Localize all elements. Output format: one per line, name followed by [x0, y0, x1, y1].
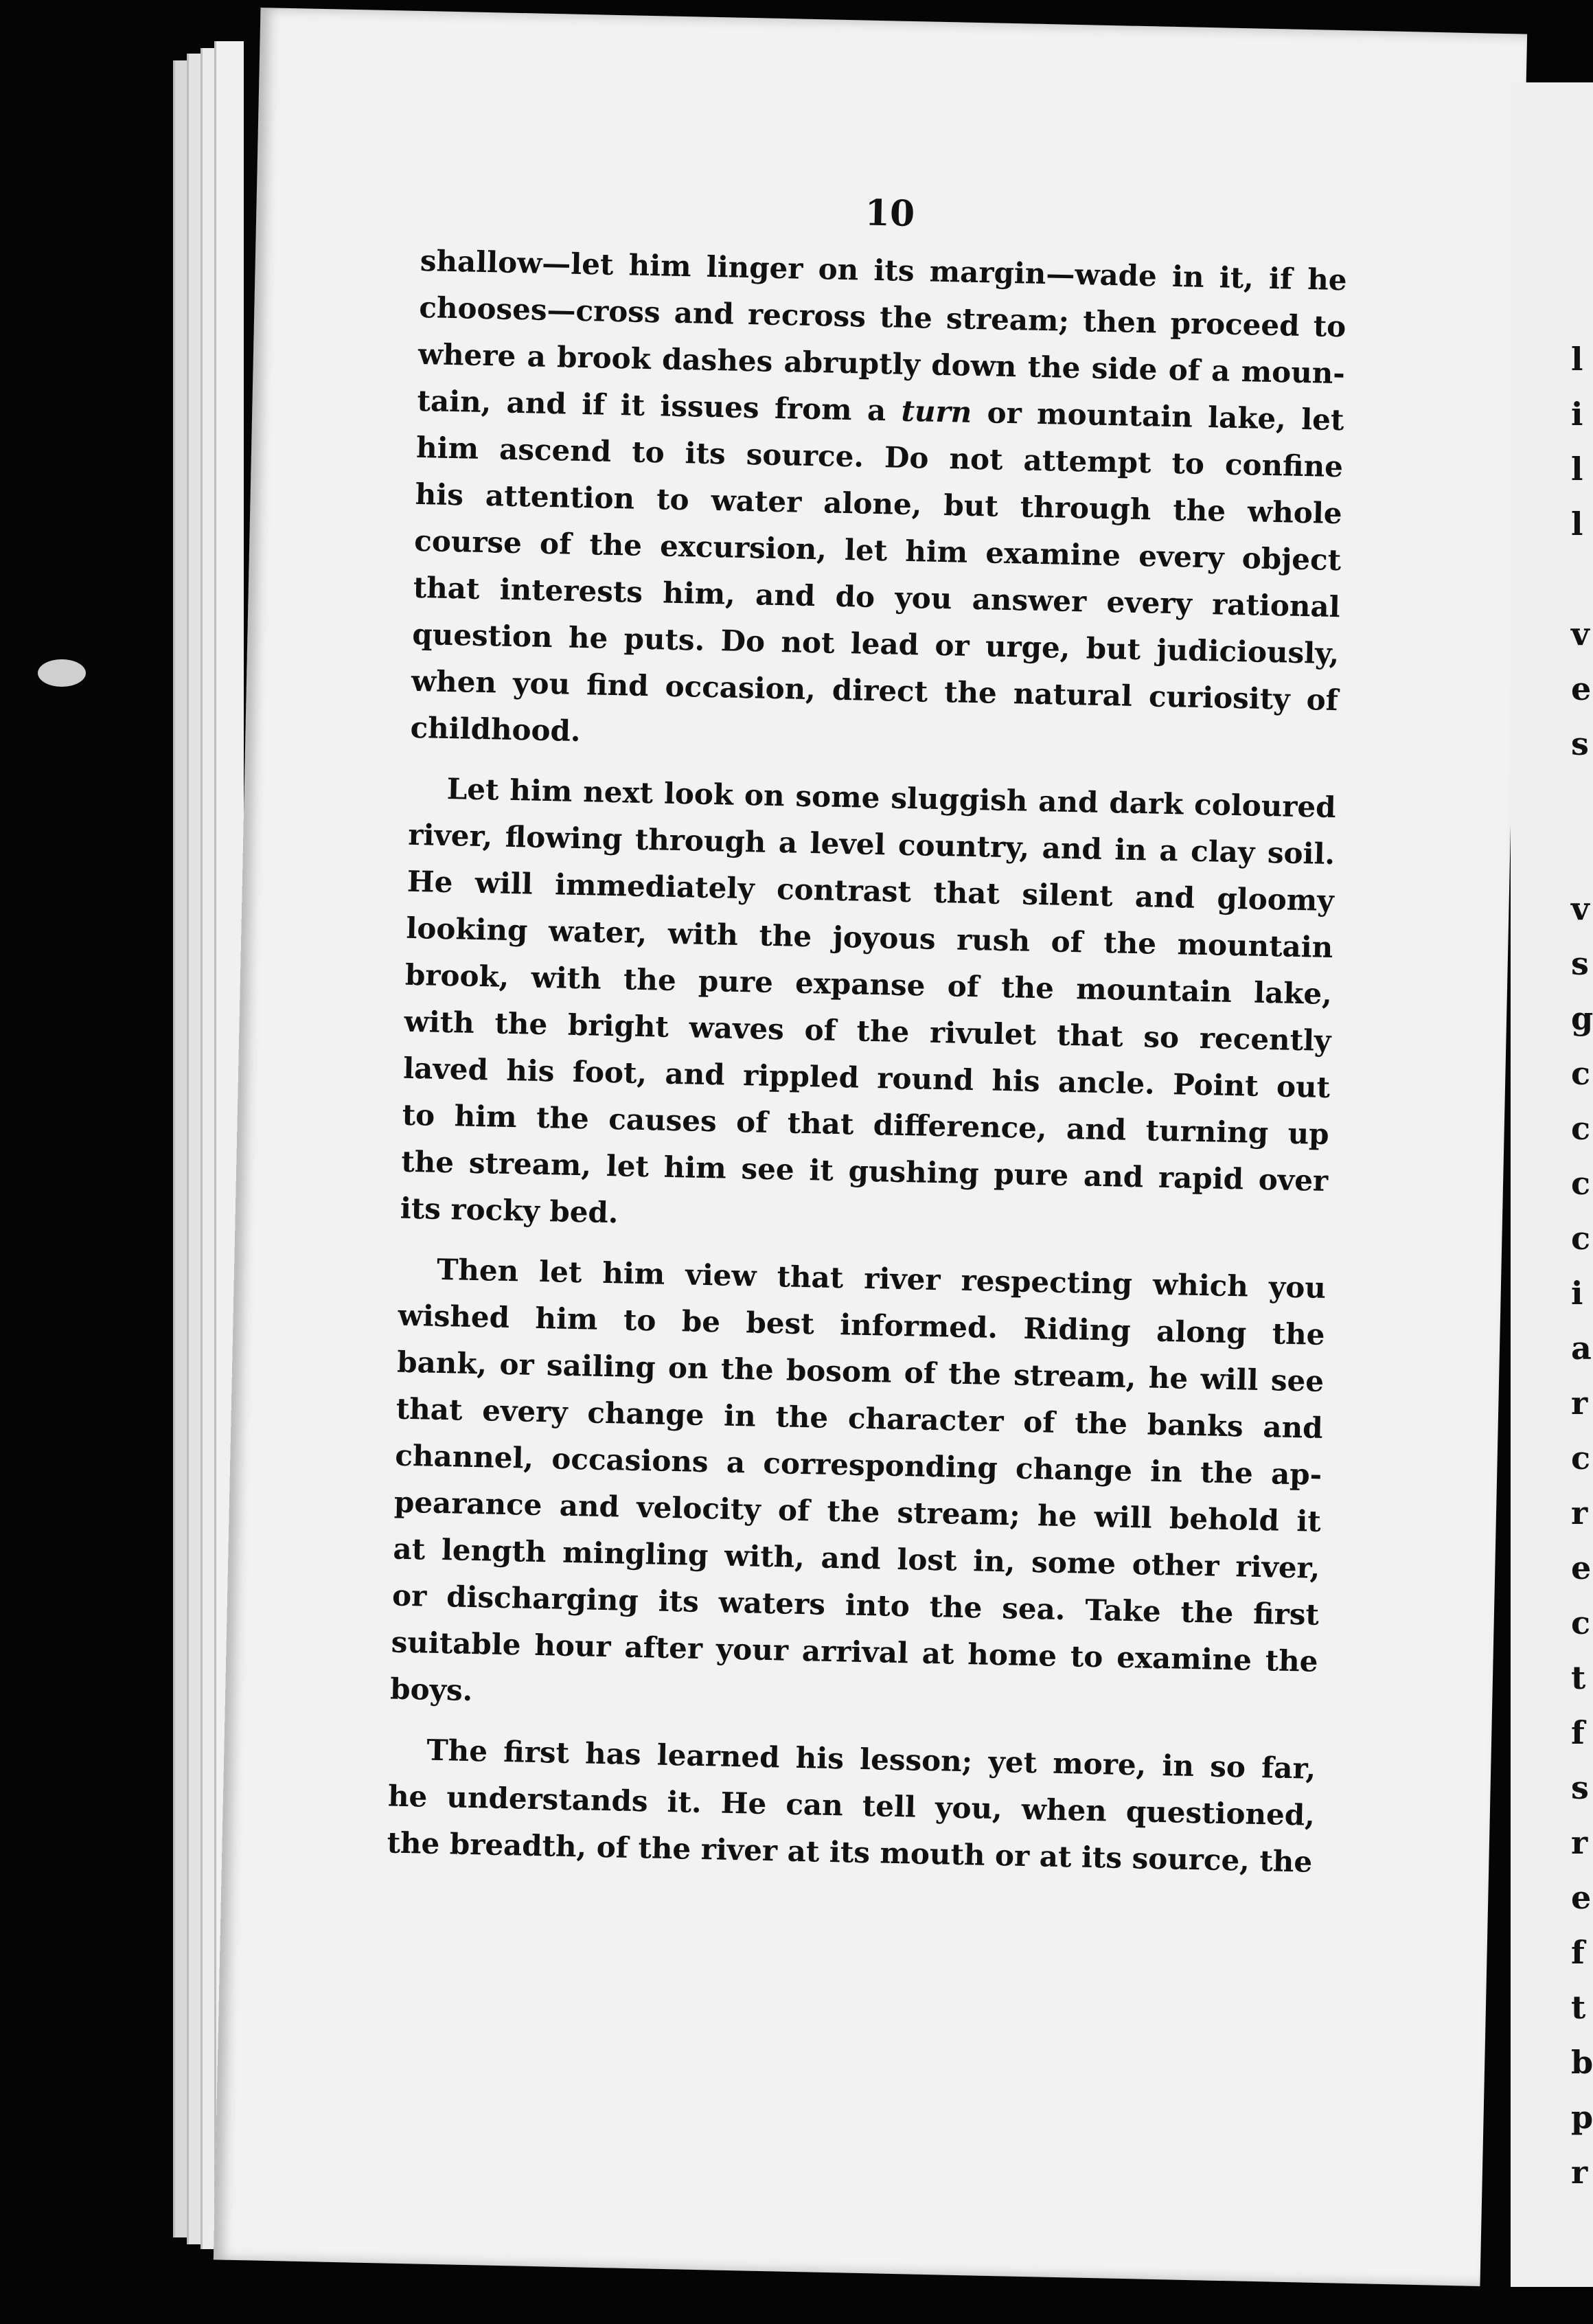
opposite-page-letter: e [1571, 1549, 1592, 1586]
text-line: or discharging its waters into the sea. Take the first [391, 1578, 1320, 1632]
text-line: its rocky bed. [400, 1191, 619, 1230]
text-line: course of the excursion, let him examine every object [413, 523, 1342, 578]
italic-word: turn [901, 394, 972, 429]
opposite-page-letter: l [1571, 451, 1583, 488]
opposite-page-letter: r [1571, 1494, 1588, 1531]
text-line: he understands it. He can tell you, when questioned, [387, 1779, 1316, 1832]
text-line: with the bright waves of the rivulet that so recently [404, 1004, 1331, 1058]
text-line: question he puts. Do not lead or urge, but judiciously, [411, 617, 1340, 671]
opposite-page-letter: c [1571, 1055, 1591, 1092]
text-line: him ascend to its source. Do not attempt to confine [415, 430, 1344, 484]
opposite-page-letter: b [1571, 2044, 1593, 2081]
text-line: that every change in the character of the banks and [396, 1391, 1324, 1445]
book-page [214, 8, 1527, 2286]
opposite-page-letter: s [1571, 945, 1589, 982]
opposite-page-letter: r [1571, 2154, 1588, 2191]
opposite-page-letter: v [1571, 890, 1590, 927]
opposite-page-letter: r [1571, 1824, 1588, 1861]
opposite-page-letter: c [1571, 1165, 1591, 1202]
text-line: that interests him, and do you answer every rational [413, 570, 1341, 624]
text-line: shallow—let him linger on its margin—wade in it, if he [420, 243, 1348, 297]
opposite-page-letter: r [1571, 1385, 1588, 1422]
text-line: at length mingling with, and lost in, some other river, [393, 1531, 1320, 1585]
opposite-page-letter: i [1571, 1275, 1583, 1312]
text-line: tain, and if it issues from a turn or mountain lake, let [417, 383, 1344, 437]
text-line: to him the causes of that difference, and turning up [402, 1097, 1330, 1151]
text-line: childhood. [410, 710, 582, 749]
text-line: river, flowing through a level country, and in a clay soil. [407, 817, 1336, 872]
opposite-page-letter: s [1571, 1769, 1589, 1806]
text-line: where a brook dashes abruptly down the side of a moun- [417, 337, 1346, 391]
opposite-page-letter: c [1571, 1110, 1591, 1147]
text-line: Then let him view that river respecting which you [436, 1252, 1327, 1305]
opposite-page-letter: i [1571, 396, 1583, 433]
text-line: wished him to be best informed. Riding along the [398, 1298, 1325, 1352]
text-line: He will immediately contrast that silent and gloomy [406, 864, 1335, 918]
opposite-page-letter: f [1571, 1934, 1585, 1971]
opposite-page-letter: c [1571, 1220, 1591, 1257]
opposite-page-letter: g [1571, 1000, 1593, 1037]
opposite-page-letter: t [1571, 1659, 1586, 1696]
opposite-page-letter: f [1571, 1714, 1585, 1751]
text-line: when you find occasion, direct the natural curiosity of [411, 663, 1339, 718]
text-line: his attention to water alone, but through the whole [415, 477, 1342, 531]
text-line: looking water, with the joyous rush of the mountain [406, 911, 1333, 965]
opposite-page-letter: t [1571, 1989, 1586, 2026]
text-line: the breadth, of the river at its mouth or at its source, the [387, 1825, 1313, 1879]
text-line: The first has learned his lesson; yet more, in so far, [426, 1733, 1316, 1786]
opposite-page-letter: a [1571, 1330, 1592, 1367]
scan-speck [38, 659, 86, 687]
body-text [387, 238, 1347, 1886]
text-line: bank, or sailing on the bosom of the stream, he will see [396, 1345, 1325, 1398]
opposite-page-letter: v [1571, 615, 1590, 652]
text-line: laved his foot, and rippled round his ancle. Point out [402, 1051, 1331, 1104]
opposite-page-letter: e [1571, 1879, 1592, 1916]
text-line: the stream, let him see it gushing pure and rapid over [400, 1144, 1329, 1198]
opposite-page-letter: s [1571, 725, 1589, 762]
opposite-page-letter: e [1571, 670, 1592, 707]
opposite-page-letter: l [1571, 505, 1583, 543]
text-line: suitable hour after your arrival at home to examine the [391, 1625, 1318, 1678]
text-line: brook, with the pure expanse of the mountain lake, [404, 957, 1333, 1012]
text-line: pearance and velocity of the stream; he will behold it [393, 1485, 1322, 1538]
page-number: 10 [864, 192, 915, 236]
opposite-page-letter: c [1571, 1439, 1591, 1477]
opposite-page-letter: p [1571, 2099, 1593, 2136]
text-line: chooses—cross and recross the stream; then proceed to [418, 290, 1346, 344]
opposite-page-letter: l [1571, 341, 1583, 378]
text-line: Let him next look on some sluggish and dark coloured [446, 771, 1337, 825]
opposite-page-edge [1511, 82, 1593, 2287]
opposite-page-letter: c [1571, 1604, 1591, 1641]
text-line: channel, occasions a corresponding change in the ap- [394, 1438, 1322, 1492]
text-line: boys. [389, 1672, 473, 1708]
